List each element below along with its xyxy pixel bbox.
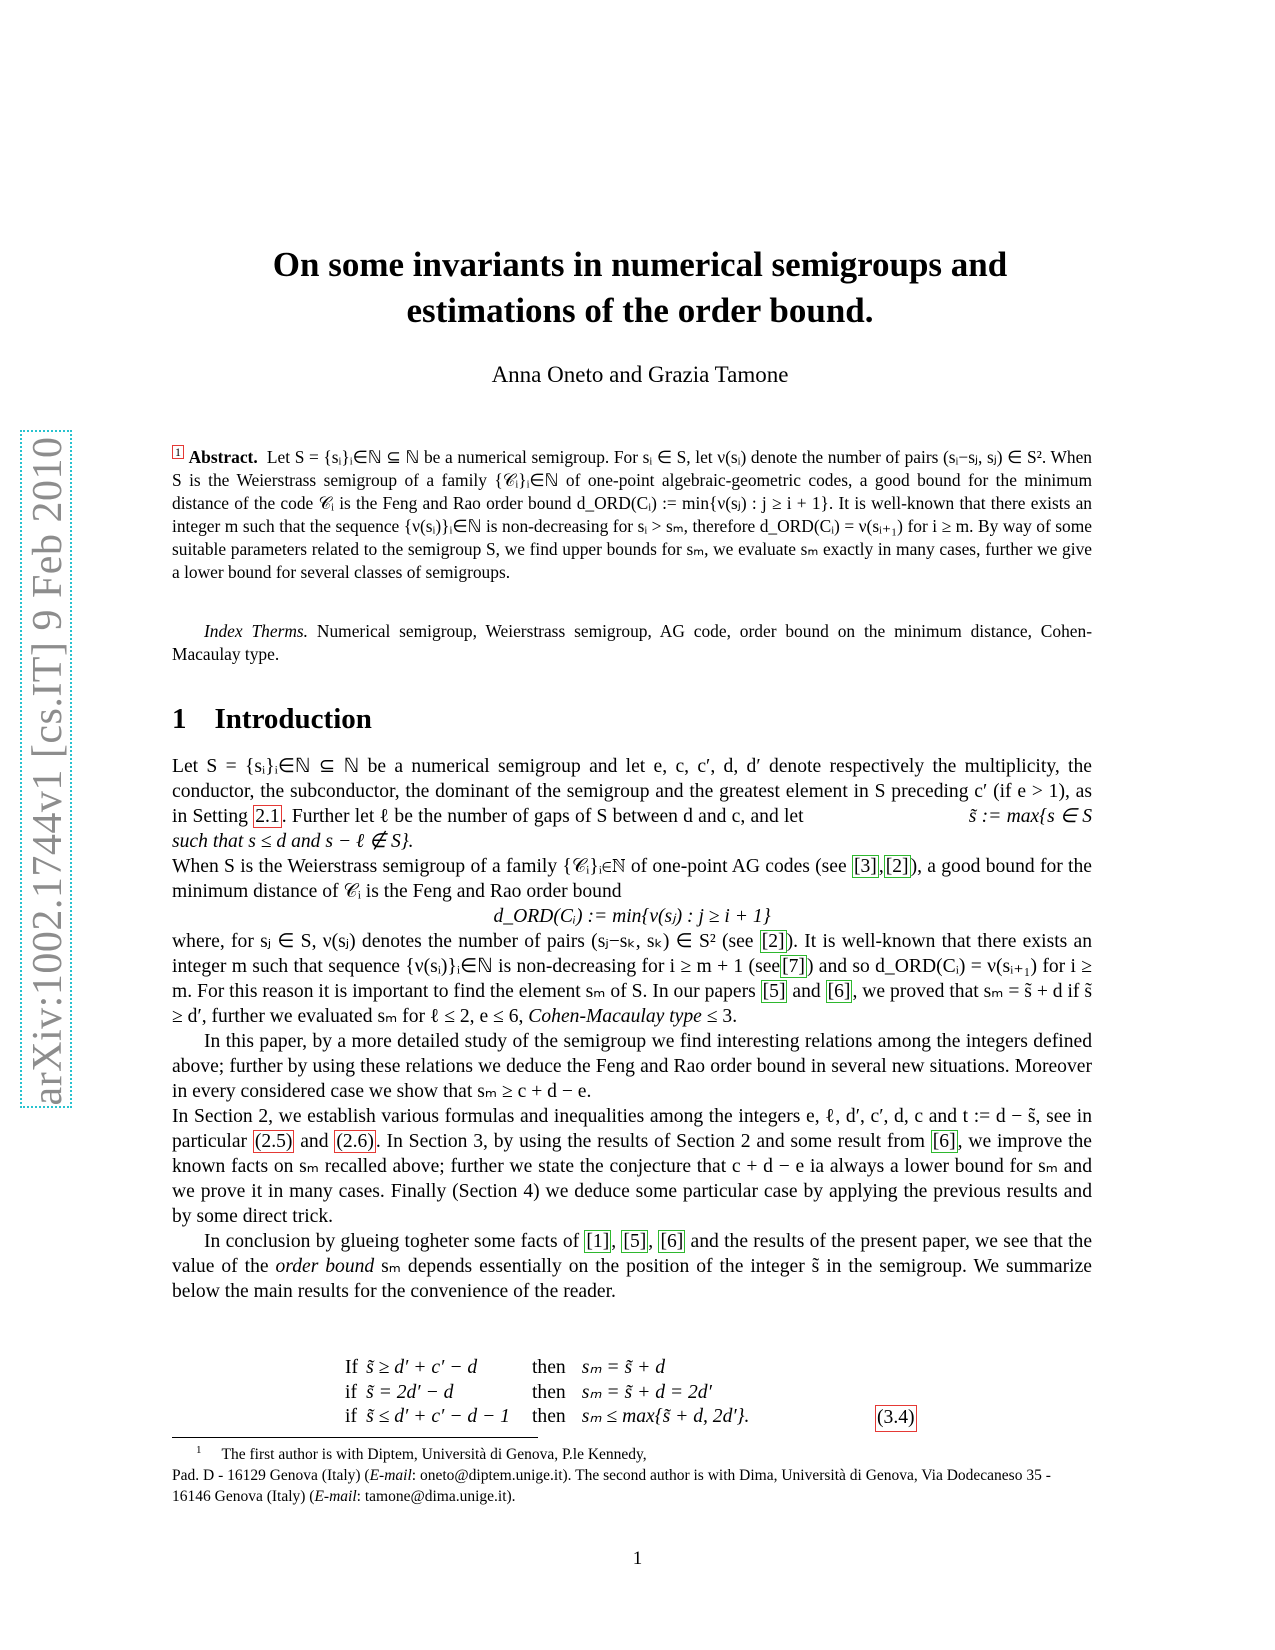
- paragraph-5: [172, 1104, 1092, 1229]
- text-run: Cohen-Macaulay type: [528, 1006, 702, 1027]
- then-word: then: [531, 1406, 566, 1427]
- index-terms-label: Index Therms.: [204, 621, 309, 641]
- text-run: order bound: [275, 1256, 375, 1277]
- condition-word: if: [345, 1406, 357, 1427]
- conclusion: sₘ ≤ max{s̃ + d, 2d′}.: [581, 1406, 750, 1427]
- cite-6[interactable]: [6]: [827, 981, 851, 1002]
- condition: s̃ ≤ d′ + c′ − d − 1: [366, 1406, 510, 1427]
- title-line-1: On some invariants in numerical semigroups and: [272, 245, 1008, 284]
- text-run: . Further let ℓ be the number of gaps of S between d and c, and let: [281, 806, 804, 827]
- text-run: In conclusion by glueing togheter some facts of: [204, 1231, 585, 1252]
- cite-7[interactable]: [7]: [782, 956, 805, 977]
- index-terms: [172, 620, 1092, 666]
- email-label: E-mail: [314, 1488, 357, 1506]
- text-run: sₘ depends essentially on the position of the integer s̃ in the semigroup. We summarize below the main results for the convenience of the reader.: [172, 1256, 1092, 1302]
- cite-3[interactable]: [3]: [853, 856, 877, 877]
- introduction-body: [172, 754, 1092, 1304]
- text-run: When S is the Weierstrass semigroup of a family {𝒞ᵢ}ᵢ∈ℕ of one-point AG codes (see: [172, 856, 852, 877]
- paper-title: [150, 242, 1130, 334]
- abstract-text: Let S = {sᵢ}ᵢ∈ℕ ⊆ ℕ be a numerical semigroup. For sᵢ ∈ S, let ν(sᵢ) denote the number of pairs (sᵢ−sⱼ, sⱼ) ∈ S². When S is the Weierstrass semigroup of a family {𝒞ᵢ}ᵢ∈ℕ of one-point algebraic-geometric codes, a good bound for the minimum distance of the code 𝒞ᵢ is the Feng and Rao order bound d_ORD(Cᵢ) := min{ν(sⱼ) : j ≥ i + 1}. It is well-known that there exists an integer m such that the sequence {ν(sᵢ)}ᵢ∈ℕ is non-decreasing for sᵢ > sₘ, therefore d_ORD(Cᵢ) = ν(sᵢ₊₁) for i ≥ m. By way of some suitable parameters related to the semigroup S, we find upper bounds for sₘ, we evaluate sₘ exactly in many cases, further we give a lower bound for several classes of semigroups.: [172, 446, 1092, 582]
- text-run: ≤ 3.: [701, 1006, 738, 1027]
- text-run: ), a good bound for the minimum distance of 𝒞ᵢ is the Feng and Rao order bound: [172, 856, 1092, 902]
- condition: s̃ = 2d′ − d: [366, 1381, 454, 1403]
- text-run: and: [294, 1131, 335, 1152]
- then-word: then: [531, 1381, 566, 1403]
- order-bound-formula: d_ORD(Cᵢ) := min{ν(sⱼ) : j ≥ i + 1}: [493, 906, 771, 927]
- text-run: Pad. D - 16129 Genova (Italy) (: [172, 1467, 370, 1485]
- email-label: E-mail: [369, 1467, 412, 1485]
- results-summary: [345, 1356, 915, 1430]
- footnote: [172, 1440, 1092, 1507]
- condition-word: if: [345, 1381, 357, 1403]
- text-run: Let S = {sᵢ}ᵢ∈ℕ ⊆ ℕ be a numerical semigroup and let e, c, c′, d, d′ denote respectively the multiplicity, the conductor, the subconductor, the dominant of the semigroup and the greatest element in S preceding c′ (if e > 1), as in Setting: [172, 756, 1092, 827]
- text-run: ). It is well-known that there exists an integer m such that sequence {ν(sᵢ)}ᵢ∈ℕ is non-decreasing for i ≥ m + 1 (see: [172, 931, 1092, 977]
- s-tilde-definition: s̃ := max{s ∈ S such that s ≤ d and s − ℓ ∉ S}.: [172, 806, 1092, 852]
- index-terms-text: Numerical semigroup, Weierstrass semigroup, AG code, order bound on the minimum distance, Cohen-Macaulay type.: [172, 621, 1092, 664]
- ref-eq-3-4[interactable]: (3.4): [875, 1405, 917, 1432]
- paragraph-3: [172, 929, 1092, 1029]
- authors: Anna Oneto and Grazia Tamone: [491, 362, 789, 387]
- cite-5[interactable]: [5]: [623, 1231, 647, 1252]
- conclusion: sₘ = s̃ + d: [581, 1357, 665, 1378]
- paragraph-1: [172, 754, 1092, 854]
- condition: s̃ ≥ d′ + c′ − d: [366, 1357, 478, 1378]
- text-run: In Section 2, we establish various formulas and inequalities among the integers e, ℓ, d′, c′, d, c and t := d − s̃, see in particular: [172, 1106, 1092, 1152]
- ref-eq-2-5[interactable]: (2.5): [254, 1131, 293, 1152]
- text-run: : tamone@dima.unige.it).: [356, 1488, 516, 1506]
- text-run: : oneto@diptem.unige.it). The second author is with Dima, Università di Genova, Via Dodecaneso 35 - 16146 Genova (Italy) (: [172, 1467, 1051, 1506]
- section-number: 1: [172, 703, 187, 735]
- section-title: Introduction: [214, 703, 372, 735]
- conclusion: sₘ = s̃ + d = 2d′: [581, 1381, 712, 1403]
- ref-setting-2-1[interactable]: 2.1: [255, 806, 280, 827]
- abstract: [172, 445, 1092, 584]
- page-number: 1: [632, 1548, 643, 1569]
- footnote-line-1: The first author is with Diptem, Università di Genova, P.le Kennedy,: [221, 1446, 647, 1464]
- cite-6[interactable]: [6]: [932, 1131, 956, 1152]
- text-run: and the results of the present paper, we see that the value of the: [172, 1231, 1093, 1277]
- paragraph-6: In conclusion by glueing togheter some facts of [1] , [5] , [6] and the results of the present paper, we see that the value of the order bound sₘ depends essentially on the position of the integer s̃ in the semigroup. We summarize below the main results for the convenience of the reader.: [172, 1231, 1093, 1302]
- text-run: ) and so d_ORD(Cᵢ) = ν(sᵢ₊₁) for i ≥ m. For this reason it is important to find the element sₘ of S. In our papers: [172, 956, 1093, 1002]
- text-run: and: [787, 981, 826, 1002]
- paragraph-2: When S is the Weierstrass semigroup of a family {𝒞ᵢ}ᵢ∈ℕ of one-point AG codes (see [3] , [2] ), a good bound for the minimum distance of 𝒞ᵢ is the Feng and Rao order bound: [172, 856, 1092, 902]
- footnote-mark: 1: [196, 1444, 202, 1456]
- text-run: where, for sⱼ ∈ S, ν(sⱼ) denotes the number of pairs (sⱼ−sₖ, sₖ) ∈ S² (see: [172, 931, 760, 952]
- abstract-heading: Abstract.: [188, 446, 258, 467]
- paragraph-4: In this paper, by a more detailed study of the semigroup we find interesting relations among the integers defined above; further by using these relations we deduce the Feng and Rao order bound in several new situations. Moreover in every considered case we show that sₘ ≥ c + d − e.: [172, 1031, 1092, 1102]
- condition-word: If: [345, 1357, 359, 1378]
- footnote-link[interactable]: 1: [172, 445, 184, 459]
- arxiv-stamp-text[interactable]: arXiv:1002.1744v1 [cs.IT] 9 Feb 2010: [25, 436, 71, 1106]
- cite-2[interactable]: [2]: [761, 931, 785, 952]
- results-row: [345, 1356, 757, 1381]
- results-table: [345, 1356, 757, 1430]
- cite-1[interactable]: [1]: [586, 1231, 610, 1252]
- ref-eq-2-6[interactable]: (2.6): [336, 1131, 374, 1152]
- cite-5[interactable]: [5]: [762, 981, 786, 1002]
- section-heading: [172, 703, 372, 736]
- results-row: [345, 1381, 757, 1406]
- arxiv-stamp[interactable]: [20, 430, 76, 1112]
- then-word: then: [531, 1357, 566, 1378]
- results-row: [345, 1405, 757, 1430]
- title-line-2: estimations of the order bound.: [406, 291, 874, 330]
- cite-6[interactable]: [6]: [660, 1231, 684, 1252]
- text-run: , we proved that sₘ = s̃ + d if s̃ ≥ d′, further we evaluated sₘ for ℓ ≤ 2, e ≤ 6,: [172, 981, 1092, 1027]
- text-run: . In Section 3, by using the results of Section 2 and some result from: [375, 1131, 931, 1152]
- text-run: , we improve the known facts on sₘ recalled above; further we state the conjecture that c + d − e ia always a lower bound for sₘ and we prove it in many cases. Finally (Section 4) we deduce some particular case by applying the previous results and by some direct trick.: [172, 1131, 1093, 1227]
- cite-2[interactable]: [2]: [885, 856, 909, 877]
- footnote-rule: [172, 1437, 538, 1438]
